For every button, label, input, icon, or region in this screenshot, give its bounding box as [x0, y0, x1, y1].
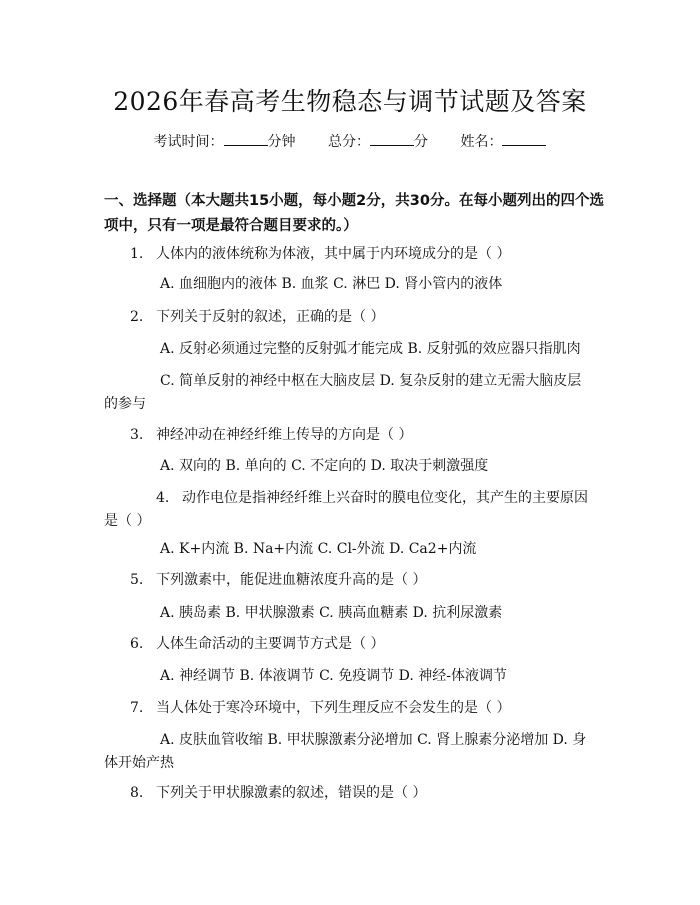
question-4-options — [104, 538, 594, 561]
question-number: 6. — [130, 636, 144, 652]
page-title: 2026年春高考生物稳态与调节试题及答案 — [113, 87, 587, 116]
question-3-options — [104, 455, 594, 478]
question-number: 8. — [130, 785, 144, 801]
question-7 — [104, 697, 594, 720]
question-1 — [104, 243, 594, 266]
question-6 — [104, 633, 594, 656]
question-6-options — [104, 665, 594, 688]
score-label: 总分： — [328, 134, 370, 150]
option-line: A. 反射必须通过完整的反射弧才能完成 B. 反射弧的效应器只指肌肉 — [160, 341, 581, 357]
option-line: A. 双向的 B. 单向的 C. 不定向的 D. 取决于刺激强度 — [160, 458, 489, 474]
question-7-options — [104, 729, 594, 775]
question-text: 下列关于甲状腺激素的叙述，错误的是（ ） — [156, 785, 427, 801]
time-label: 考试时间： — [153, 134, 224, 150]
question-number: 4. — [156, 490, 170, 506]
option-line: A. 血细胞内的液体 B. 血浆 C. 淋巴 D. 肾小管内的液体 — [160, 276, 503, 292]
question-text: 人体生命活动的主要调节方式是（ ） — [156, 636, 385, 652]
time-field — [154, 134, 296, 150]
question-number: 2. — [130, 309, 144, 325]
option-line: C. 简单反射的神经中枢在大脑皮层 D. 复杂反射的建立无需大脑皮层的参与 — [104, 373, 582, 412]
name-blank — [502, 133, 546, 146]
question-text: 下列激素中，能促进血糖浓度升高的是（ ） — [156, 572, 427, 588]
question-2-options-c — [104, 370, 594, 416]
question-3 — [104, 424, 594, 447]
score-field — [328, 134, 428, 150]
exam-meta — [0, 131, 700, 151]
question-number: 3. — [130, 427, 144, 443]
question-text: 下列关于反射的叙述，正确的是（ ） — [156, 309, 385, 325]
question-text: 当人体处于寒冷环境中，下列生理反应不会发生的是（ ） — [156, 700, 511, 716]
option-line: A. 皮肤血管收缩 B. 甲状腺激素分泌增加 C. 肾上腺素分泌增加 D. 身体开始产热 — [104, 732, 587, 771]
name-field — [460, 134, 546, 150]
question-2 — [104, 306, 594, 329]
question-text: 人体内的液体统称为体液，其中属于内环境成分的是（ ） — [156, 246, 511, 262]
question-number: 1. — [130, 246, 144, 262]
question-2-options-a — [104, 338, 594, 361]
option-line: A. 神经调节 B. 体液调节 C. 免疫调节 D. 神经-体液调节 — [160, 668, 508, 684]
score-blank — [370, 133, 414, 146]
question-5-options — [104, 602, 594, 625]
section-header: 一、选择题（本大题共15小题，每小题2分，共30分。在每小题列出的四个选项中，只有一项是最符合题目要求的。） — [104, 193, 604, 234]
question-number: 5. — [130, 572, 144, 588]
question-text: 动作电位是指神经纤维上兴奋时的膜电位变化，其产生的主要原因是（ ） — [104, 490, 588, 529]
option-line: A. 胰岛素 B. 甲状腺激素 C. 胰高血糖素 D. 抗利尿激素 — [160, 605, 503, 621]
time-unit: 分钟 — [267, 134, 296, 150]
name-label: 姓名： — [460, 134, 503, 150]
question-5 — [104, 569, 594, 592]
question-8 — [104, 782, 594, 805]
time-blank — [224, 133, 268, 146]
score-unit: 分 — [414, 134, 428, 150]
question-text: 神经冲动在神经纤维上传导的方向是（ ） — [156, 427, 413, 443]
question-number: 7. — [130, 700, 144, 716]
question-1-options — [104, 273, 594, 296]
question-4 — [104, 487, 594, 533]
option-line: A. K+内流 B. Na+内流 C. Cl-外流 D. Ca2+内流 — [160, 541, 477, 557]
